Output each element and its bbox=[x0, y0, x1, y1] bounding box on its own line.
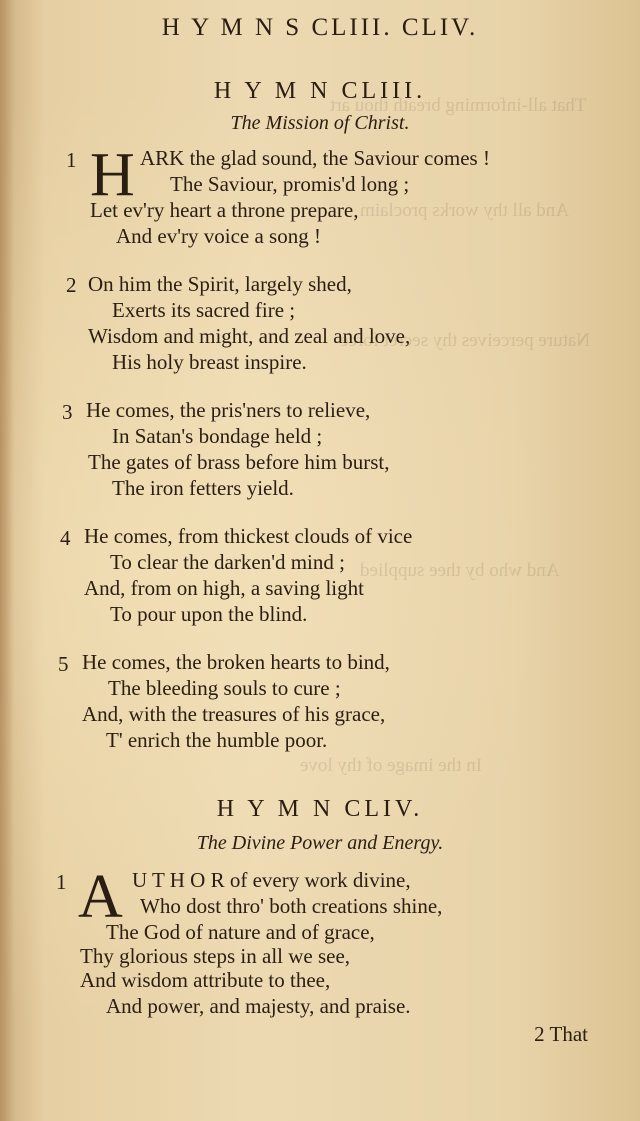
catchword: 2 That bbox=[534, 1022, 588, 1046]
show-through-text: Nature perceives thy secret force bbox=[340, 330, 591, 351]
verse-line: The Saviour, promis'd long ; bbox=[170, 172, 410, 196]
verse-line: And, from on high, a saving light bbox=[84, 576, 364, 600]
stanza-number: 2 bbox=[66, 273, 77, 297]
verse-line: And power, and majesty, and praise. bbox=[106, 994, 411, 1018]
hymn-153-title: H Y M N CLIII. bbox=[213, 78, 427, 104]
verse-line: He comes, the pris'ners to relieve, bbox=[86, 398, 371, 422]
drop-cap: A bbox=[78, 863, 123, 931]
running-head: H Y M N S CLIII. CLIV. bbox=[161, 14, 479, 41]
verse-line: Thy glorious steps in all we see, bbox=[80, 944, 351, 968]
verse-line: In Satan's bondage held ; bbox=[112, 424, 323, 448]
show-through-text: In the image of thy love bbox=[300, 755, 483, 776]
verse-line: To clear the darken'd mind ; bbox=[110, 550, 345, 574]
verse-line: On him the Spirit, largely shed, bbox=[88, 272, 352, 296]
show-through-text: And all thy works proclaim bbox=[360, 200, 569, 221]
verse-line: He comes, from thickest clouds of vice bbox=[84, 524, 413, 548]
verse-line: Wisdom and might, and zeal and love, bbox=[88, 324, 411, 348]
verse-line: The gates of brass before him burst, bbox=[88, 450, 390, 474]
verse-line: T' enrich the humble poor. bbox=[106, 728, 328, 752]
verse-line: And wisdom attribute to thee, bbox=[80, 968, 331, 992]
verse-line: And ev'ry voice a song ! bbox=[116, 224, 321, 248]
verse-line: His holy breast inspire. bbox=[112, 350, 307, 374]
drop-cap: H bbox=[90, 141, 135, 209]
hymn-154-subtitle: The Divine Power and Energy. bbox=[196, 832, 444, 854]
verse-line: Exerts its sacred fire ; bbox=[112, 298, 296, 322]
stanza-number: 3 bbox=[62, 400, 73, 424]
verse-line: The God of nature and of grace, bbox=[106, 920, 375, 944]
verse-line: U T H O R of every work divine, bbox=[132, 868, 411, 892]
show-through-text: And who by thee supplied bbox=[360, 560, 560, 581]
verse-line: He comes, the broken hearts to bind, bbox=[82, 650, 390, 674]
hymn-154-title: H Y M N CLIV. bbox=[216, 796, 424, 822]
hymn-153-subtitle: The Mission of Christ. bbox=[230, 112, 410, 134]
verse-line: Who dost thro' both creations shine, bbox=[140, 894, 443, 918]
stanza-number: 1 bbox=[66, 148, 77, 172]
verse-line: The iron fetters yield. bbox=[112, 476, 294, 500]
show-through-text: That all-informing breath thou art bbox=[330, 95, 587, 116]
verse-line: Let ev'ry heart a throne prepare, bbox=[90, 198, 359, 222]
verse-line: ARK the glad sound, the Saviour comes ! bbox=[140, 146, 490, 170]
page-gutter-shadow bbox=[0, 0, 14, 1121]
verse-line: And, with the treasures of his grace, bbox=[82, 702, 386, 726]
verse-line: To pour upon the blind. bbox=[110, 602, 308, 626]
verse-line: The bleeding souls to cure ; bbox=[108, 676, 341, 700]
stanza-number: 5 bbox=[58, 652, 69, 676]
stanza-number: 1 bbox=[56, 870, 67, 894]
stanza-number: 4 bbox=[60, 526, 71, 550]
